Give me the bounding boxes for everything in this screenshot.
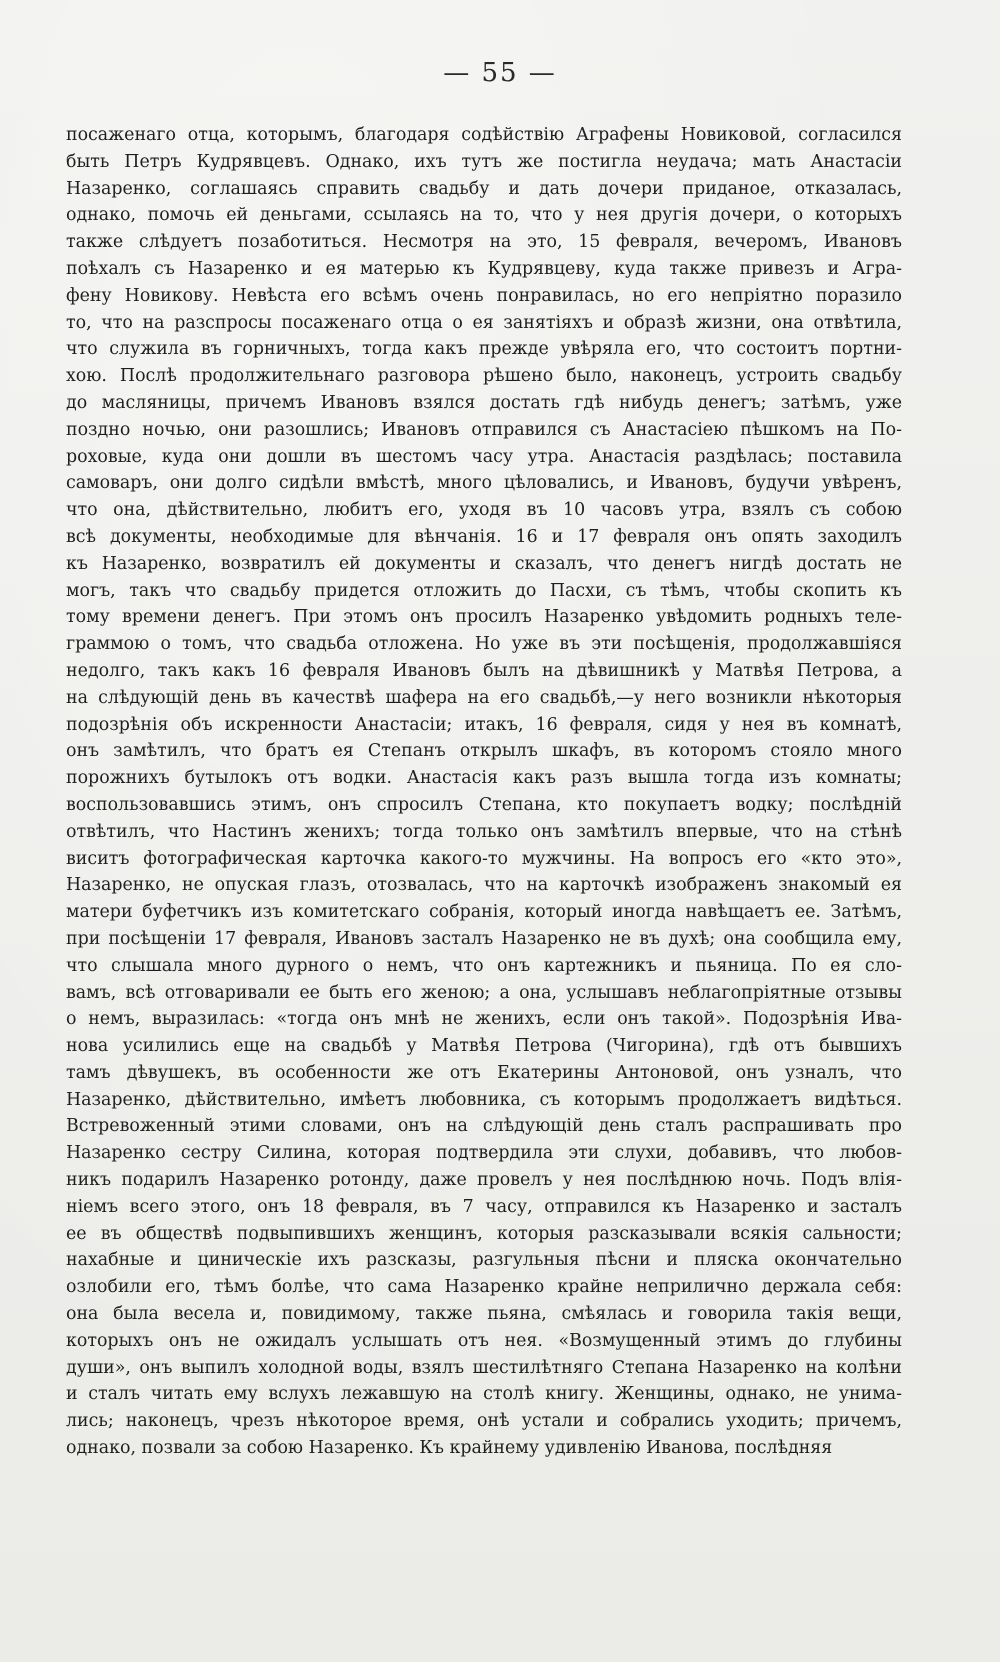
text-line: Назаренко, соглашаясь справить свадьбу и дать дочери приданое, отказалась, — [66, 178, 902, 199]
text-line: воспользовавшись этимъ, онъ спросилъ Степана, кто покупаетъ водку; послѣдній — [66, 794, 902, 815]
text-line: всѣ документы, необходимые для вѣнчанія. 16 и 17 февраля онъ опять заходилъ — [66, 526, 902, 547]
text-line: поздно ночью, они разошлись; Ивановъ отправился съ Анастасіею пѣшкомъ на По- — [66, 419, 902, 440]
text-line: однако, помочь ей деньгами, ссылаясь на то, что у нея другія дочери, о которыхъ — [66, 205, 902, 226]
text-line: могъ, такъ что свадьбу придется отложить до Пасхи, съ тѣмъ, чтобы скопить къ — [66, 580, 902, 601]
text-line: вамъ, всѣ отговаривали ее быть его женою; а она, услышавъ неблагопріятные отзывы — [66, 982, 902, 1003]
text-line: озлобили его, тѣмъ болѣе, что сама Назаренко крайне неприлично держала себя: — [66, 1277, 902, 1298]
text-line: быть Петръ Кудрявцевъ. Однако, ихъ тутъ же постигла неудача; мать Анастасіи — [66, 151, 902, 172]
body-text — [66, 122, 902, 1462]
text-line: о немъ, выразилась: «тогда онъ мнѣ не женихъ, если онъ такой». Подозрѣнія Ива- — [66, 1009, 902, 1030]
text-line: ее въ обществѣ подвыпившихъ женщинъ, которыя разсказывали всякія сальности; — [66, 1223, 902, 1244]
text-line: ніемъ всего этого, онъ 18 февраля, въ 7 часу, отправился къ Назаренко и засталъ — [66, 1196, 902, 1217]
text-line: что слышала много дурного о немъ, что онъ картежникъ и пьяница. По ея сло- — [66, 955, 902, 976]
text-line: нова усилились еще на свадьбѣ у Матвѣя Петрова (Чигорина), гдѣ отъ бывшихъ — [66, 1036, 902, 1057]
text-line: то, что на разспросы посаженаго отца о ея занятіяхъ и образѣ жизни, она отвѣтила, — [66, 312, 902, 333]
text-line: она была весела и, повидимому, также пьяна, смѣялась и говорила такія вещи, — [66, 1304, 902, 1325]
text-line: виситъ фотографическая карточка какого-то мужчины. На вопросъ его «кто это», — [66, 848, 902, 869]
text-line: онъ замѣтилъ, что братъ ея Степанъ открылъ шкафъ, въ которомъ стояло много — [66, 741, 902, 762]
text-line: Назаренко, дѣйствительно, имѣетъ любовника, съ которымъ продолжаетъ видѣться. — [66, 1089, 902, 1110]
text-line: что она, дѣйствительно, любитъ его, уходя въ 10 часовъ утра, взялъ съ собою — [66, 500, 902, 521]
text-line: посаженаго отца, которымъ, благодаря содѣйствію Аграфены Новиковой, согласился — [66, 125, 902, 145]
text-line: подозрѣнія объ искренности Анастасіи; итакъ, 16 февраля, сидя у нея въ комнатѣ, — [66, 714, 902, 735]
text-line: недолго, такъ какъ 16 февраля Ивановъ былъ на дѣвишникѣ у Матвѣя Петрова, а — [66, 660, 902, 681]
text-line: никъ подарилъ Назаренко ротонду, даже провелъ у нея послѣднюю ночь. Подъ влія- — [66, 1170, 902, 1191]
text-line: хою. Послѣ продолжительнаго разговора рѣшено было, наконецъ, устроить свадьбу — [66, 366, 902, 387]
text-line: поѣхалъ съ Назаренко и ея матерью къ Кудрявцеву, куда также привезъ и Агра- — [66, 258, 902, 279]
text-line: что служила въ горничныхъ, тогда какъ прежде увѣряла его, что состоитъ портни- — [66, 339, 902, 360]
text-line: граммою о томъ, что свадьба отложена. Но уже въ эти посѣщенія, продолжавшіяся — [66, 634, 902, 655]
text-line: матери буфетчикъ изъ комитетскаго собранія, который иногда навѣщаетъ ее. Затѣмъ, — [66, 902, 902, 923]
text-line: и сталъ читать ему вслухъ лежавшую на столѣ книгу. Женщины, однако, не унима- — [66, 1384, 902, 1405]
text-line: при посѣщеніи 17 февраля, Ивановъ засталъ Назаренко не въ духѣ; она сообщила ему, — [66, 928, 902, 949]
text-line: тамъ дѣвушекъ, въ особенности же отъ Екатерины Антоновой, онъ узналъ, что — [66, 1062, 902, 1083]
text-line: самоваръ, они долго сидѣли вмѣстѣ, много цѣловались, и Ивановъ, будучи увѣренъ, — [66, 473, 902, 494]
text-line: нахабные и циническіе ихъ разсказы, разгульныя пѣсни и пляска окончательно — [66, 1250, 902, 1271]
text-line: до масляницы, причемъ Ивановъ взялся достать гдѣ нибудь денегъ; затѣмъ, уже — [66, 392, 902, 413]
text-line: тому времени денегъ. При этомъ онъ просилъ Назаренко увѣдомить родныхъ теле- — [66, 607, 902, 628]
text-line: роховые, куда они дошли въ шестомъ часу утра. Анастасія раздѣлась; поставила — [66, 446, 902, 467]
text-line: отвѣтилъ, что Настинъ женихъ; тогда только онъ замѣтилъ впервые, что на стѣнѣ — [66, 821, 902, 842]
text-line: на слѣдующій день въ качествѣ шафера на его свадьбѣ,—у него возникли нѣкоторыя — [66, 687, 902, 708]
text-line: Назаренко, не опуская глазъ, отозвалась, что на карточкѣ изображенъ знакомый ея — [66, 875, 902, 896]
text-line: Назаренко сестру Силина, которая подтвердила эти слухи, добавивъ, что любов- — [66, 1143, 902, 1164]
text-line: къ Назаренко, возвратилъ ей документы и сказалъ, что денегъ нигдѣ достать не — [66, 553, 902, 574]
text-line: лись; наконецъ, чрезъ нѣкоторое время, онѣ устали и собрались уходить; причемъ, — [66, 1411, 902, 1432]
text-line: порожнихъ бутылокъ отъ водки. Анастасія какъ разъ вышла тогда изъ комнаты; — [66, 768, 902, 789]
text-line: фену Новикову. Невѣста его всѣмъ очень понравилась, но его непріятно поразило — [66, 285, 902, 306]
text-line: также слѣдуетъ позаботиться. Несмотря на это, 15 февраля, вечеромъ, Ивановъ — [66, 232, 902, 253]
text-line: которыхъ онъ не ожидалъ услышать отъ нея. «Возмущенный этимъ до глубины — [66, 1330, 902, 1351]
page-number: — 55 — — [443, 58, 557, 88]
text-line: души», онъ выпилъ холодной воды, взялъ шестилѣтняго Степана Назаренко на колѣни — [66, 1357, 902, 1378]
text-line: Встревоженный этими словами, онъ на слѣдующій день сталъ распрашивать про — [66, 1116, 902, 1137]
text-line: однако, позвали за собою Назаренко. Къ крайнему удивленію Иванова, послѣдняя — [66, 1438, 833, 1459]
